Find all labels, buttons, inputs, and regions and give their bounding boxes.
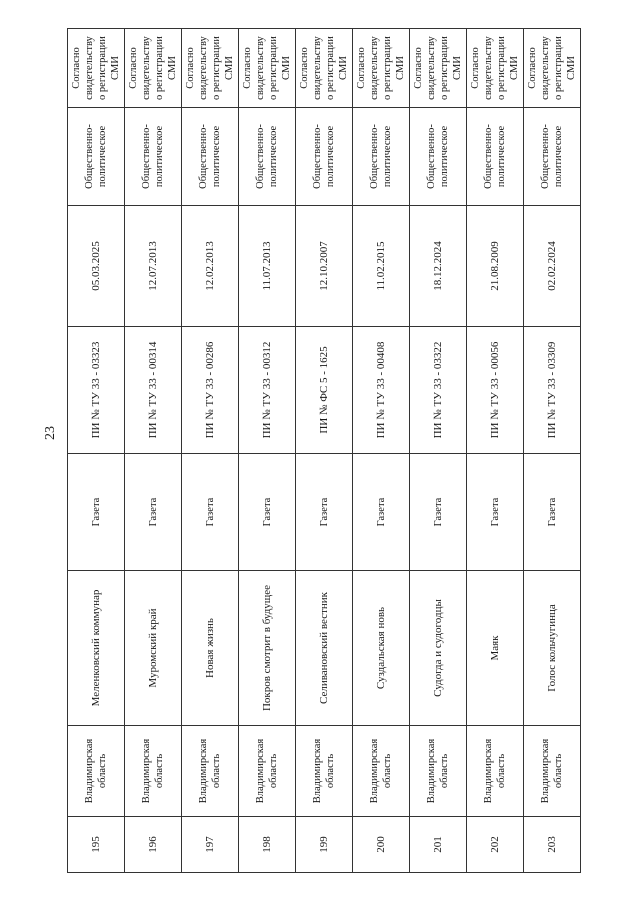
registration-date-cell: 18.12.2024: [410, 206, 467, 327]
focus-cell: Общественно-политическое: [410, 108, 467, 206]
registration-date-cell: 12.07.2013: [125, 206, 182, 327]
table-row: [68, 29, 125, 873]
basis-cell: Согласно свидетельству о регистрации СМИ: [239, 29, 296, 108]
table-row: [410, 29, 467, 873]
media-type-cell: Газета: [182, 454, 239, 571]
table-row: [524, 29, 581, 873]
basis-cell: Согласно свидетельству о регистрации СМИ: [353, 29, 410, 108]
row-number: 196: [125, 817, 182, 873]
basis-cell: Согласно свидетельству о регистрации СМИ: [125, 29, 182, 108]
registration-number-cell: ПИ № ФС 5 - 1625: [296, 327, 353, 454]
basis-cell: Согласно свидетельству о регистрации СМИ: [182, 29, 239, 108]
registration-number-cell: ПИ № ТУ 33 - 00408: [353, 327, 410, 454]
registration-number-cell: ПИ № ТУ 33 - 00056: [467, 327, 524, 454]
registration-date-cell: 12.02.2013: [182, 206, 239, 327]
basis-cell: Согласно свидетельству о регистрации СМИ: [410, 29, 467, 108]
media-type-cell: Газета: [125, 454, 182, 571]
registry-table-wrapper: [67, 29, 577, 873]
table-row: [125, 29, 182, 873]
media-name-cell: Покров смотрит в будущее: [239, 571, 296, 726]
row-number: 202: [467, 817, 524, 873]
region-cell: Владимирская область: [239, 726, 296, 817]
registration-number-cell: ПИ № ТУ 33 - 00314: [125, 327, 182, 454]
focus-cell: Общественно-политическое: [467, 108, 524, 206]
media-name-cell: Муромский край: [125, 571, 182, 726]
focus-cell: Общественно-политическое: [68, 108, 125, 206]
region-cell: Владимирская область: [182, 726, 239, 817]
media-type-cell: Газета: [467, 454, 524, 571]
focus-cell: Общественно-политическое: [524, 108, 581, 206]
region-cell: Владимирская область: [125, 726, 182, 817]
media-name-cell: Голос кольчугинца: [524, 571, 581, 726]
media-type-cell: Газета: [524, 454, 581, 571]
registration-date-cell: 11.07.2013: [239, 206, 296, 327]
row-number: 198: [239, 817, 296, 873]
media-type-cell: Газета: [353, 454, 410, 571]
basis-cell: Согласно свидетельству о регистрации СМИ: [524, 29, 581, 108]
row-number: 201: [410, 817, 467, 873]
table-body: [68, 29, 581, 873]
media-type-cell: Газета: [239, 454, 296, 571]
region-cell: Владимирская область: [410, 726, 467, 817]
media-type-cell: Газета: [296, 454, 353, 571]
media-name-cell: Судогда и судогодцы: [410, 571, 467, 726]
media-name-cell: Маяк: [467, 571, 524, 726]
registration-number-cell: ПИ № ТУ 33 - 03323: [68, 327, 125, 454]
row-number: 195: [68, 817, 125, 873]
registration-date-cell: 21.08.2009: [467, 206, 524, 327]
registration-date-cell: 02.02.2024: [524, 206, 581, 327]
region-cell: Владимирская область: [353, 726, 410, 817]
registration-date-cell: 05.03.2025: [68, 206, 125, 327]
page-number: 23: [43, 426, 58, 440]
focus-cell: Общественно-политическое: [353, 108, 410, 206]
region-cell: Владимирская область: [524, 726, 581, 817]
media-registry-table: [67, 28, 581, 873]
registration-date-cell: 11.02.2015: [353, 206, 410, 327]
table-row: [353, 29, 410, 873]
region-cell: Владимирская область: [68, 726, 125, 817]
basis-cell: Согласно свидетельству о регистрации СМИ: [467, 29, 524, 108]
media-name-cell: Новая жизнь: [182, 571, 239, 726]
table-row: [296, 29, 353, 873]
row-number: 200: [353, 817, 410, 873]
row-number: 203: [524, 817, 581, 873]
focus-cell: Общественно-политическое: [125, 108, 182, 206]
media-name-cell: Суздальская новь: [353, 571, 410, 726]
registration-number-cell: ПИ № ТУ 33 - 00286: [182, 327, 239, 454]
row-number: 199: [296, 817, 353, 873]
focus-cell: Общественно-политическое: [239, 108, 296, 206]
media-type-cell: Газета: [410, 454, 467, 571]
table-row: [182, 29, 239, 873]
registration-number-cell: ПИ № ТУ 33 - 03309: [524, 327, 581, 454]
basis-cell: Согласно свидетельству о регистрации СМИ: [296, 29, 353, 108]
media-name-cell: Селивановский вестник: [296, 571, 353, 726]
registration-number-cell: ПИ № ТУ 33 - 00312: [239, 327, 296, 454]
table-row: [239, 29, 296, 873]
registration-number-cell: ПИ № ТУ 33 - 03322: [410, 327, 467, 454]
media-name-cell: Меленковский коммунар: [68, 571, 125, 726]
row-number: 197: [182, 817, 239, 873]
focus-cell: Общественно-политическое: [182, 108, 239, 206]
basis-cell: Согласно свидетельству о регистрации СМИ: [68, 29, 125, 108]
table-row: [467, 29, 524, 873]
focus-cell: Общественно-политическое: [296, 108, 353, 206]
registration-date-cell: 12.10.2007: [296, 206, 353, 327]
region-cell: Владимирская область: [467, 726, 524, 817]
region-cell: Владимирская область: [296, 726, 353, 817]
media-type-cell: Газета: [68, 454, 125, 571]
